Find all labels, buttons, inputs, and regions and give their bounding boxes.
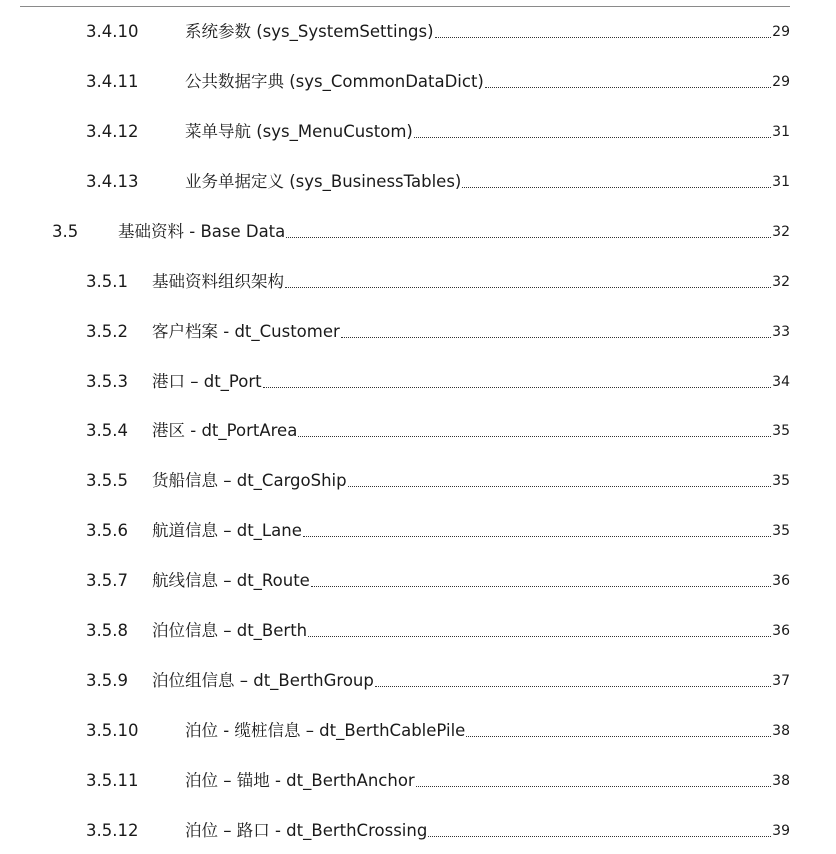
toc-entry-title: 业务单据定义 (sys_BusinessTables) xyxy=(185,172,462,191)
toc-dot-leader xyxy=(285,287,771,288)
toc-entry-page: 34 xyxy=(772,374,790,390)
toc-entry-page: 39 xyxy=(772,823,790,839)
toc-entry-page: 37 xyxy=(772,673,790,689)
toc-entry[interactable] xyxy=(86,270,790,292)
toc-entry-number: 3.4.11 xyxy=(86,72,139,91)
toc-entry-page: 31 xyxy=(772,174,790,190)
toc-entry[interactable] xyxy=(86,619,790,641)
toc-entry-page: 36 xyxy=(772,573,790,589)
toc-dot-leader xyxy=(348,486,772,487)
toc-entry-title: 航线信息 – dt_Route xyxy=(152,571,310,590)
toc-dot-leader xyxy=(466,736,771,737)
toc-entry-page: 32 xyxy=(772,224,790,240)
toc-entry[interactable] xyxy=(86,20,790,42)
toc-entry-number: 3.5.2 xyxy=(86,322,128,341)
toc-dot-leader xyxy=(435,37,772,38)
toc-entry-title: 泊位 - 缆桩信息 – dt_BerthCablePile xyxy=(185,721,466,740)
toc-entry[interactable] xyxy=(86,170,790,192)
toc-entry-title: 基础资料组织架构 xyxy=(152,272,284,291)
toc-entry-title: 菜单导航 (sys_MenuCustom) xyxy=(185,122,413,141)
toc-dot-leader xyxy=(375,686,771,687)
toc-entry-page: 35 xyxy=(772,473,790,489)
toc-dot-leader xyxy=(485,87,771,88)
toc-entry-number: 3.5.9 xyxy=(86,671,128,690)
toc-entry-title: 航道信息 – dt_Lane xyxy=(152,521,302,540)
toc-entry-page: 35 xyxy=(772,523,790,539)
toc-entry-page: 38 xyxy=(772,773,790,789)
toc-entry-number: 3.5.6 xyxy=(86,521,128,540)
toc-entry-title: 系统参数 (sys_SystemSettings) xyxy=(185,22,434,41)
toc-entry-page: 38 xyxy=(772,723,790,739)
toc-entry[interactable] xyxy=(86,419,790,441)
toc-entry-number: 3.5.7 xyxy=(86,571,128,590)
toc-entry-title: 基础资料 - Base Data xyxy=(118,222,286,241)
toc-entry-title: 公共数据字典 (sys_CommonDataDict) xyxy=(185,72,484,91)
toc-entry[interactable] xyxy=(86,719,790,741)
toc-entry-number: 3.5.1 xyxy=(86,272,128,291)
toc-entry-number: 3.4.13 xyxy=(86,172,139,191)
toc-dot-leader xyxy=(414,137,771,138)
toc-entry[interactable] xyxy=(86,120,790,142)
toc-entry-number: 3.5.5 xyxy=(86,471,128,490)
toc-entry-number: 3.5.11 xyxy=(86,771,139,790)
toc-dot-leader xyxy=(428,836,771,837)
toc-dot-leader xyxy=(286,237,771,238)
toc-entry-page: 29 xyxy=(772,74,790,90)
toc-entry[interactable] xyxy=(86,70,790,92)
toc-entry[interactable] xyxy=(86,819,790,841)
toc-entry-number: 3.5.3 xyxy=(86,372,128,391)
toc-entry-number: 3.4.12 xyxy=(86,122,139,141)
toc-entry-page: 29 xyxy=(772,24,790,40)
toc-entry-title: 泊位信息 – dt_Berth xyxy=(152,621,308,640)
toc-entry[interactable] xyxy=(86,669,790,691)
toc-entry-page: 31 xyxy=(772,124,790,140)
toc-entry-title: 泊位组信息 – dt_BerthGroup xyxy=(152,671,374,690)
toc-entry[interactable] xyxy=(86,370,790,392)
toc-entry-page: 36 xyxy=(772,623,790,639)
toc-entry-page: 33 xyxy=(772,324,790,340)
toc-entry-title: 泊位 – 锚地 - dt_BerthAnchor xyxy=(185,771,415,790)
toc-dot-leader xyxy=(311,586,771,587)
toc-entry-number: 3.5.12 xyxy=(86,821,139,840)
toc-entry[interactable] xyxy=(86,469,790,491)
toc-dot-leader xyxy=(263,387,772,388)
toc-entry-title: 泊位 – 路口 - dt_BerthCrossing xyxy=(185,821,428,840)
toc-entry[interactable] xyxy=(86,769,790,791)
toc-dot-leader xyxy=(303,536,771,537)
toc-entry-number: 3.5.8 xyxy=(86,621,128,640)
toc-entry-page: 35 xyxy=(772,423,790,439)
toc-entry[interactable] xyxy=(86,519,790,541)
toc-entry-title: 货船信息 – dt_CargoShip xyxy=(152,471,347,490)
toc-entry-number: 3.4.10 xyxy=(86,22,139,41)
toc-entry-number: 3.5.4 xyxy=(86,421,128,440)
toc-dot-leader xyxy=(308,636,771,637)
toc-entry-title: 客户档案 - dt_Customer xyxy=(152,322,340,341)
toc-entry-page: 32 xyxy=(772,274,790,290)
toc-entry[interactable] xyxy=(86,569,790,591)
toc-entry-number: 3.5 xyxy=(52,222,79,241)
toc-dot-leader xyxy=(416,786,771,787)
toc-dot-leader xyxy=(341,337,771,338)
toc-entry-title: 港区 - dt_PortArea xyxy=(152,421,298,440)
toc-entry-title: 港口 – dt_Port xyxy=(152,372,262,391)
toc-entry[interactable] xyxy=(52,220,790,242)
toc-entry[interactable] xyxy=(86,320,790,342)
toc-dot-leader xyxy=(462,187,771,188)
toc-dot-leader xyxy=(298,436,771,437)
toc-entry-number: 3.5.10 xyxy=(86,721,139,740)
